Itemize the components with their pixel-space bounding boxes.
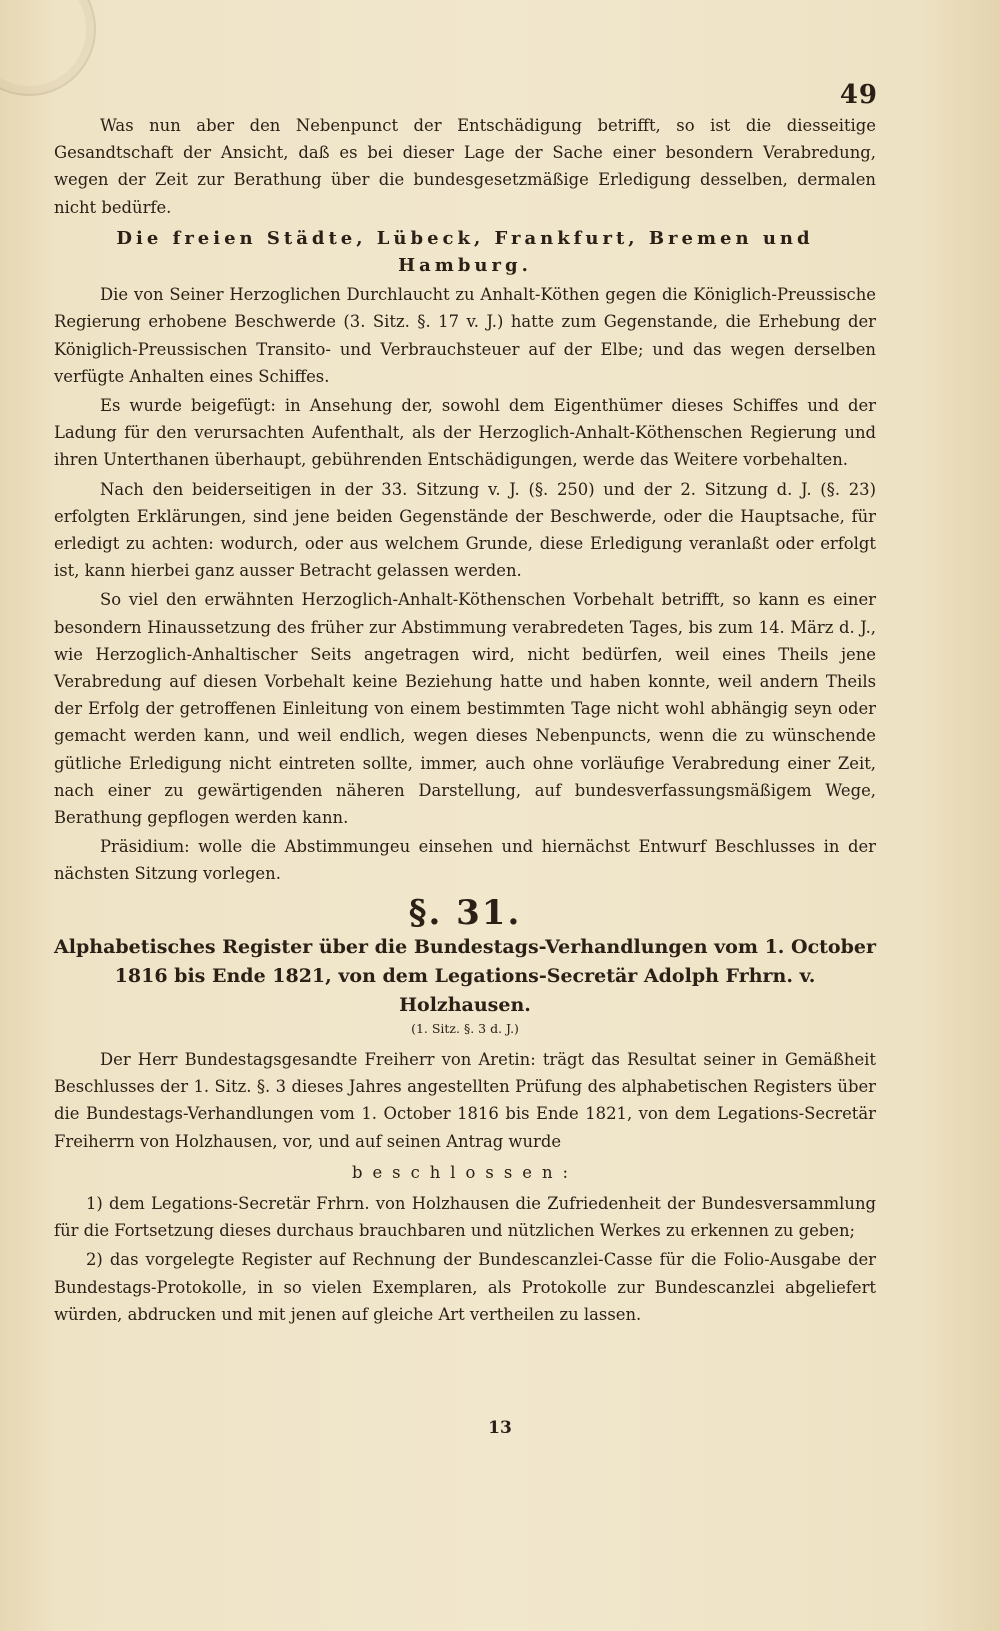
paragraph-compensation: Was nun aber den Nebenpunct der Entschädigung betrifft, so ist die diesseitige Gesandtschaft der Ansicht, daß es bei dieser Lage der Sache einer besondern Verabredung, wegen der Zeit zur Berathung über die bundesgesetzmäßige Erledigung desselben, dermalen nicht bedürfe.: [54, 116, 876, 217]
section-number: §. 31.: [408, 892, 522, 933]
paragraph-complaint: Die von Seiner Herzoglichen Durchlaucht zu Anhalt-Köthen gegen die Königlich-Preussische Regierung erhobene Beschwerde (3. Sitz. §. 17 v. J.) hatte zum Gegenstande, die Erhebung der Königlich-Preussischen Transito- und Verbrauchsteuer auf der Elbe; und das wegen derselben verfügte Anhalten eines Schiffes.: [54, 285, 876, 386]
heading-free-cities: Die freien Städte, Lübeck, Frankfurt, Bremen und Hamburg.: [116, 227, 814, 277]
resolved-heading: beschlossen:: [351, 1162, 579, 1182]
paragraph-presidium: Präsidium: wolle die Abstimmungeu einsehen und hiernächst Entwurf Beschlusses in der nächsten Sitzung vorlegen.: [54, 837, 876, 884]
resolution-item-2: 2) das vorgelegte Register auf Rechnung der Bundescanzlei-Casse für die Folio-Ausgabe der Bundestags-Protokolle, in so vielen Exemplaren, als Protokolle zur Bundescanzlei abgeliefert würden, abdrucken und mit jenen auf gleiche Art vertheilen zu lassen.: [54, 1250, 876, 1324]
printer-signature: 13: [488, 1418, 512, 1438]
section-title: Alphabetisches Register über die Bundestags-Verhandlungen vom 1. October 1816 bis Ende 1821, von dem Legations-Secretär Adolph Frhrn. v. Holzhausen.: [54, 935, 876, 1016]
section-reference: (1. Sitz. §. 3 d. J.): [411, 1020, 519, 1036]
page-body: [54, 112, 876, 1330]
resolution-item-1: 1) dem Legations-Secretär Frhrn. von Holzhausen die Zufriedenheit der Bundesversammlung für die Fortsetzung dieses durchaus brauchbaren und nützlichen Werkes zu erkennen zu geben;: [54, 1193, 876, 1241]
paragraph-declarations: Nach den beiderseitigen in der 33. Sitzung v. J. (§. 250) und der 2. Sitzung d. J. (§. 23) erfolgten Erklärungen, sind jene beiden Gegenstände der Beschwerde, oder die Hauptsache, für erledigt zu achten: wodurch, oder aus welchem Grunde, diese Erledigung veranlaßt oder erfolgt ist, kann hierbei ganz ausser Betracht gelassen werden.: [54, 479, 876, 581]
paragraph-added: Es wurde beigefügt: in Ansehung der, sowohl dem Eigenthümer dieses Schiffes und der Ladung für den verursachten Aufenthalt, als der Herzoglich-Anhalt-Köthenschen Regierung und ihren Unterthanen überhaupt, gebührenden Entschädigungen, werde das Weitere vorbehalten.: [54, 396, 876, 470]
page-number: 49: [839, 80, 878, 110]
paragraph-aretin: Der Herr Bundestagsgesandte Freiherr von Aretin: trägt das Resultat seiner in Gemäßheit Beschlusses der 1. Sitz. §. 3 dieses Jahres angestellten Prüfung des alphabetischen Registers über die Bundestags-Verhandlungen vom 1. October 1816 bis Ende 1821, von dem Legations-Secretär Freiherrn von Holzhausen, vor, und auf seinen Antrag wurde: [54, 1049, 876, 1151]
library-stamp: [0, 0, 96, 96]
paragraph-reservation: So viel den erwähnten Herzoglich-Anhalt-Köthenschen Vorbehalt betrifft, so kann es einer besondern Hinaussetzung des früher zur Abstimmung verabredeten Tages, bis zum 14. März d. J., wie Herzoglich-Anhaltischer Seits angetragen wird, nicht bedürfen, weil eines Theils jene Verabredung auf diesen Vorbehalt keine Beziehung hatte und haben konnte, weil andern Theils der Erfolg der getroffenen Einleitung von einem bestimmten Tage nicht wohl abhängig seyn oder gemacht werden kann, und weil endlich, wegen dieses Nebenpuncts, wenn die zu wünschende gütliche Erledigung nicht eintreten sollte, immer, auch ohne vorläufige Verabredung einer Zeit, nach einer zu gewärtigenden näheren Darstellung, auf bundesverfassungsmäßigem Wege, Berathung gepflogen werden kann.: [54, 590, 876, 828]
